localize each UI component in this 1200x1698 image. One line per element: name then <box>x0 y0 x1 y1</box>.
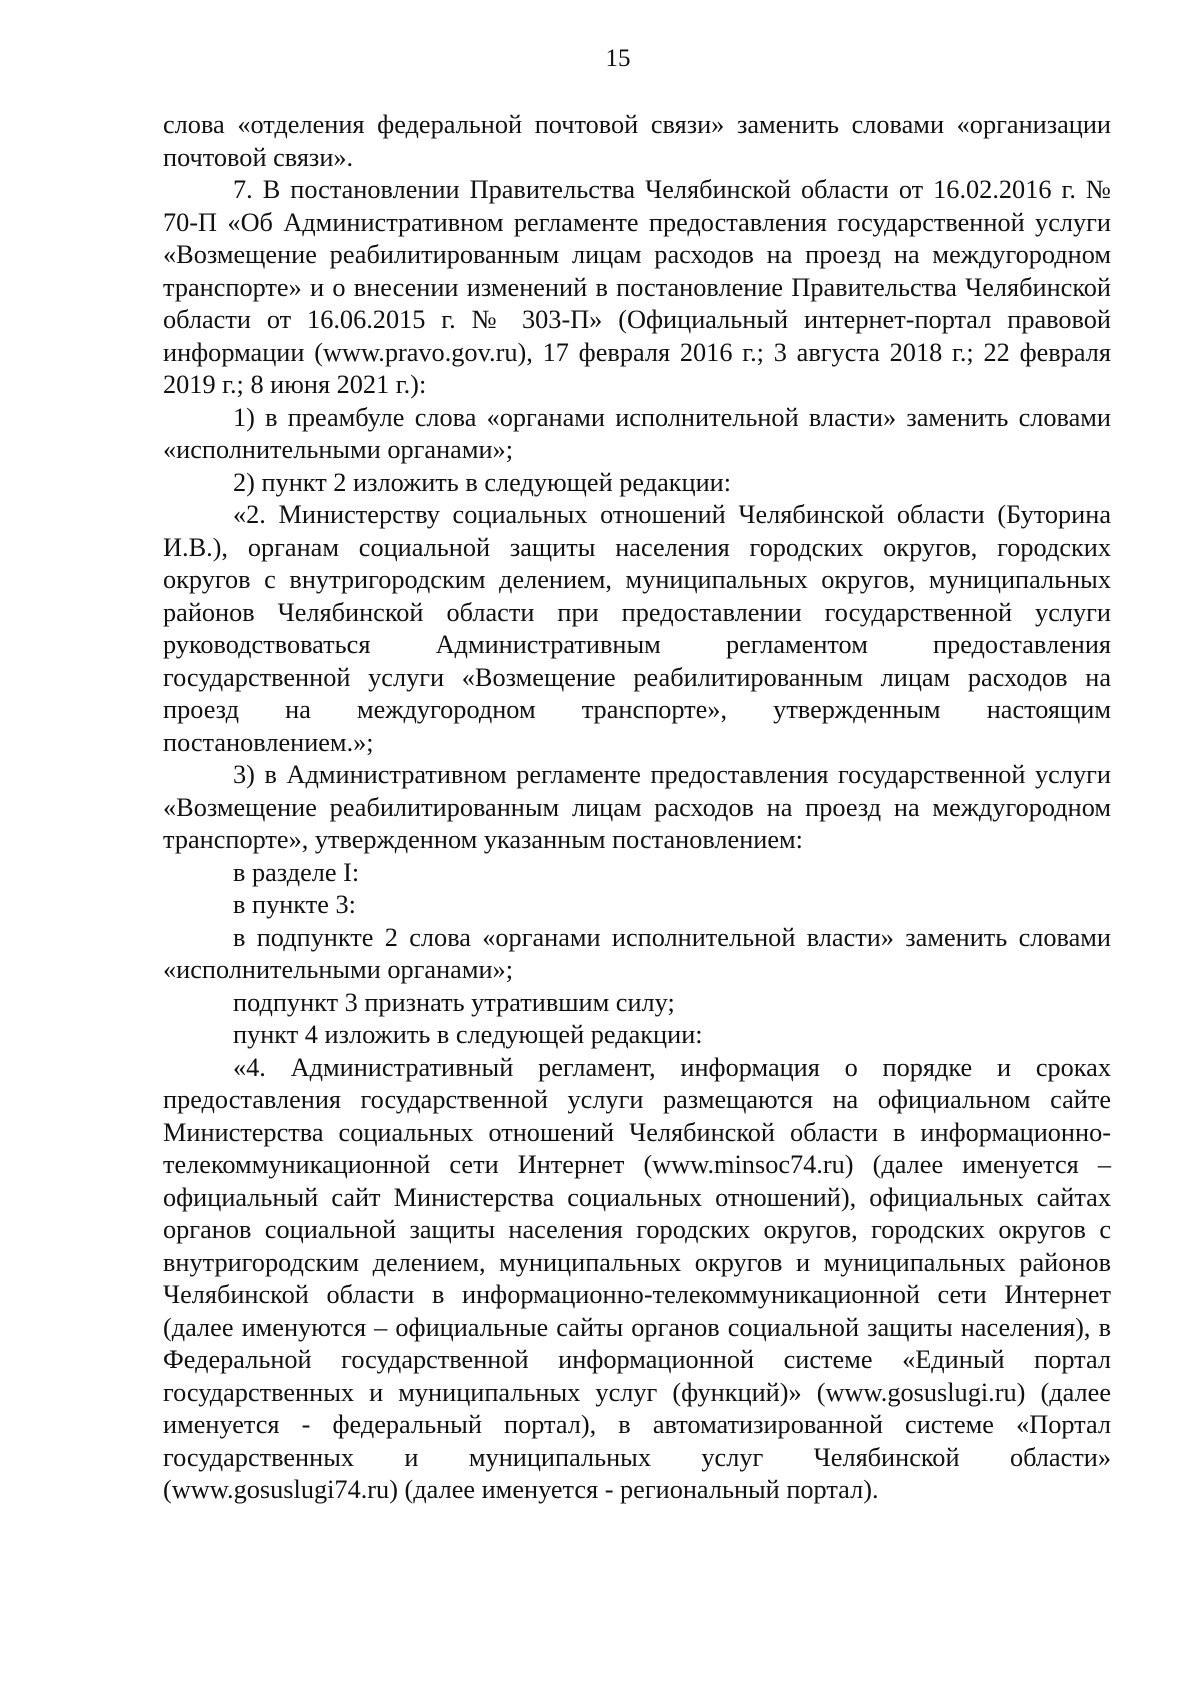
paragraph-subitem-1: 1) в преамбуле слова «органами исполнительной власти» заменить словами «исполнительными органами»; <box>163 402 1111 464</box>
paragraph-subpoint-2: в подпункте 2 слова «органами исполнительной власти» заменить словами «исполнительными органами»; <box>163 922 1111 984</box>
paragraph-item-7: 7. В постановлении Правительства Челябинской области от 16.02.2016 г. № 70-П «Об Административном регламенте предоставления государственной услуги «Возмещение реабилитированным лицам расходов на проезд на междугородном транспорте» и о внесении изменений в постановление Правительства Челябинской области от 16.06.2015 г. № 303-П» (Официальный интернет-портал правовой информации (www.pravo.gov.ru), 17 февраля 2016 г.; 3 августа 2018 г.; 22 февраля 2019 г.; 8 июня 2021 г.): <box>163 175 1111 399</box>
document-body <box>163 109 1111 1507</box>
paragraph-subpoint-3: подпункт 3 признать утратившим силу; <box>233 987 675 1017</box>
paragraph-point-4-intro: пункт 4 изложить в следующей редакции: <box>233 1020 703 1049</box>
paragraph-continuation: слова «отделения федеральной почтовой связи» заменить словами «организации почтовой связи». <box>163 110 1111 172</box>
paragraph-quote-point-2: «2. Министерству социальных отношений Челябинской области (Буторина И.В.), органам социальной защиты населения городских округов, городских округов с внутригородским делением, муниципальных округов, муниципальных районов Челябинской области при предоставлении государственной услуги руководствоваться Административным регламентом предоставления государственной услуги «Возмещение реабилитированным лицам расходов на проезд на междугородном транспорте», утвержденным настоящим постановлением.»; <box>163 500 1111 757</box>
page-number: 15 <box>605 45 631 72</box>
paragraph-section-1: в разделе I: <box>233 857 360 887</box>
paragraph-point-3: в пункте 3: <box>233 890 356 919</box>
paragraph-subitem-2: 2) пункт 2 изложить в следующей редакции: <box>233 467 732 497</box>
paragraph-subitem-3: 3) в Административном регламенте предоставления государственной услуги «Возмещение реабилитированным лицам расходов на проезд на междугородном транспорте», утвержденном указанным постановлением: <box>163 760 1111 854</box>
paragraph-quote-point-4: «4. Административный регламент, информация о порядке и сроках предоставления государственной услуги размещаются на официальном сайте Министерства социальных отношений Челябинской области в информационно-телекоммуникационной сети Интернет (www.minsoc74.ru) (далее именуется – официальный сайт Министерства социальных отношений), официальных сайтах органов социальной защиты населения городских округов, городских округов с внутригородским делением, муниципальных округов и муниципальных районов Челябинской области в информационно-телекоммуникационной сети Интернет (далее именуются – официальные сайты органов социальной защиты населения), в Федеральной государственной информационной системе «Единый портал государственных и муниципальных услуг (функций)» (www.gosuslugi.ru) (далее именуется - федеральный портал), в автоматизированной системе «Портал государственных и муниципальных услуг Челябинской области» (www.gosuslugi74.ru) (далее именуется - региональный портал). <box>163 1052 1111 1504</box>
